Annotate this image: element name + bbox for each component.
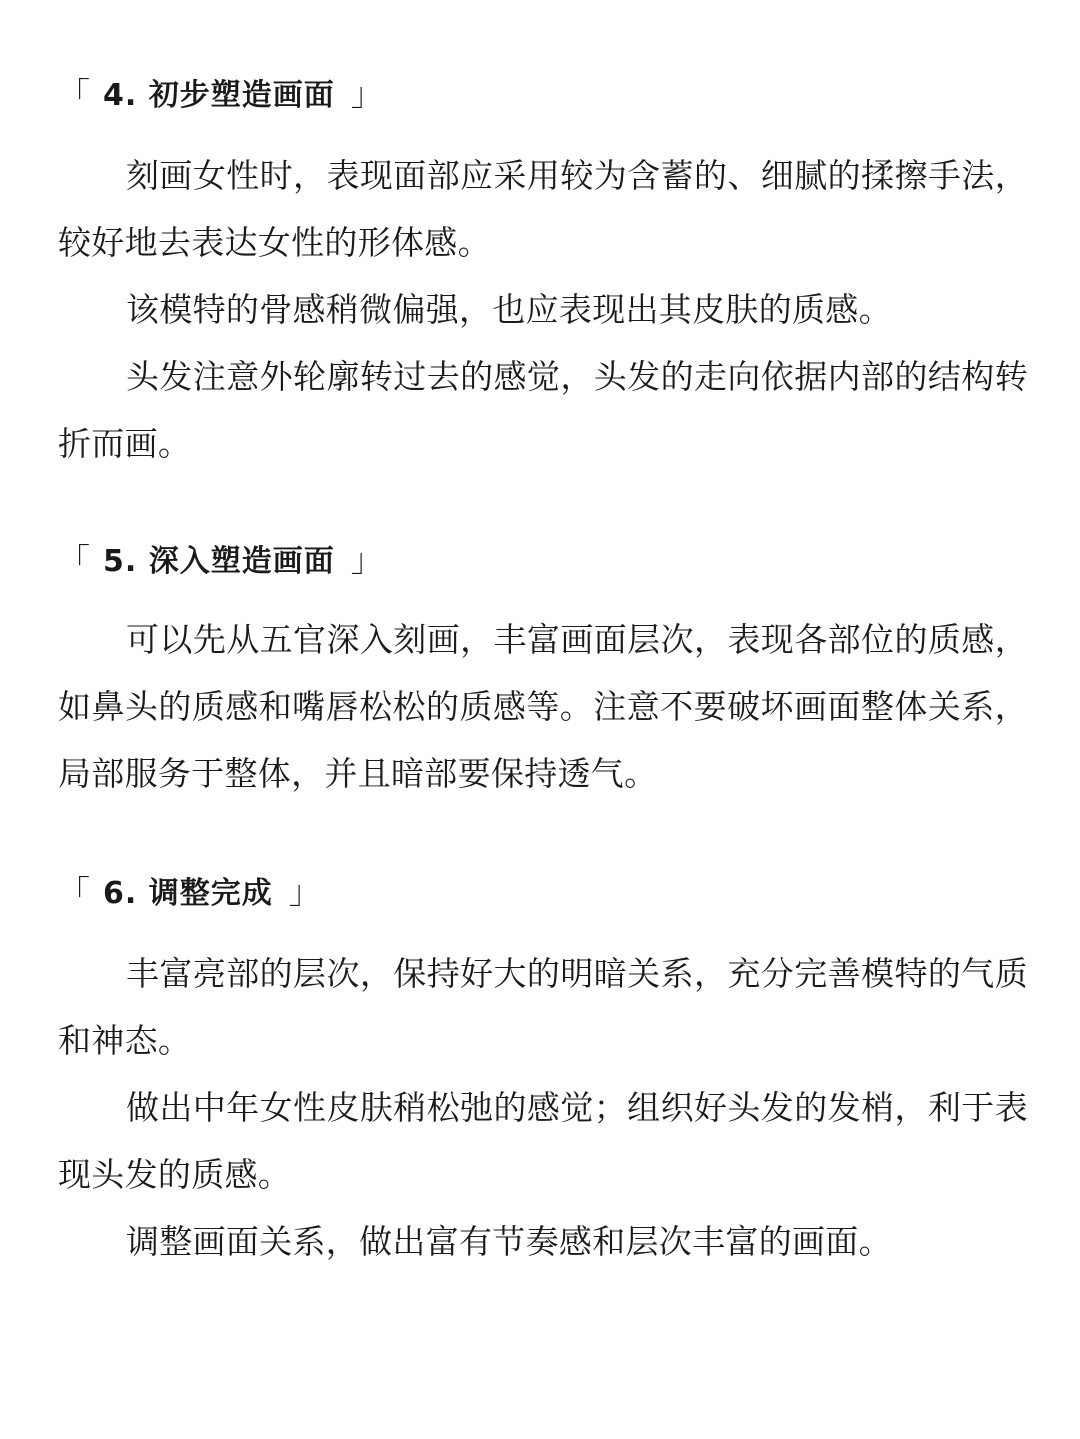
close-bracket: 」	[350, 541, 384, 579]
open-bracket: 「	[58, 873, 92, 911]
section-step-5	[58, 540, 1028, 807]
paragraph: 头发注意外轮廓转过去的感觉，头发的走向依据内部的结构转折而画。	[58, 357, 1028, 463]
paragraph: 该模特的骨感稍微偏强，也应表现出其皮肤的质感。	[126, 290, 892, 329]
step-title: 深入塑造画面	[148, 544, 335, 579]
paragraph: 可以先从五官深入刻画，丰富画面层次，表现各部位的质感，如鼻头的质感和嘴唇松松的质感等。注意不要破坏画面整体关系，局部服务于整体，并且暗部要保持透气。	[58, 620, 1028, 793]
section-heading	[58, 540, 1028, 580]
step-title: 初步塑造画面	[148, 78, 335, 113]
section-step-4	[58, 74, 1028, 477]
section-body	[58, 606, 1028, 807]
section-heading	[58, 872, 1028, 912]
paragraph: 调整画面关系，做出富有节奏感和层次丰富的画面。	[126, 1222, 892, 1261]
paragraph: 刻画女性时，表现面部应采用较为含蓄的、细腻的揉擦手法，较好地去表达女性的形体感。	[58, 156, 1028, 262]
open-bracket: 「	[58, 541, 92, 579]
paragraph: 丰富亮部的层次，保持好大的明暗关系，充分完善模特的气质和神态。	[58, 954, 1028, 1060]
section-body	[58, 142, 1028, 477]
close-bracket: 」	[288, 873, 322, 911]
paragraph: 做出中年女性皮肤稍松弛的感觉；组织好头发的发梢，利于表现头发的质感。	[58, 1088, 1028, 1194]
section-step-6	[58, 872, 1028, 1275]
step-number: 5.	[103, 544, 138, 579]
open-bracket: 「	[58, 75, 92, 113]
step-title: 调整完成	[148, 876, 273, 911]
close-bracket: 」	[350, 75, 384, 113]
section-heading	[58, 74, 1028, 114]
step-number: 4.	[103, 78, 138, 113]
section-body	[58, 940, 1028, 1275]
step-number: 6.	[103, 876, 138, 911]
